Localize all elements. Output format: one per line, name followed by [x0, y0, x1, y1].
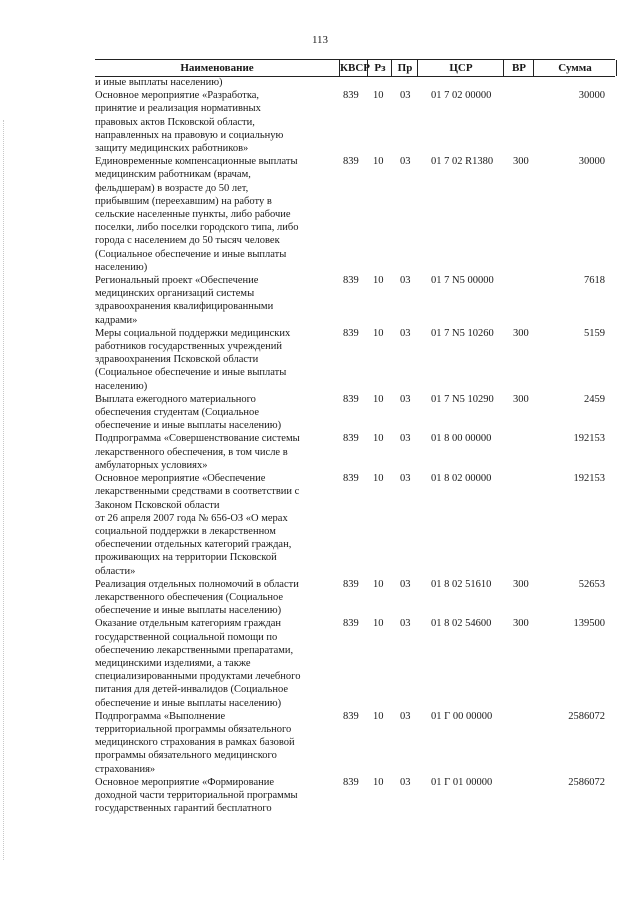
table-row — [95, 617, 615, 709]
row-rz: 10 — [373, 578, 384, 590]
row-pr: 03 — [400, 156, 411, 168]
row-name: Региональный проект «Обеспечение медицинских организаций системы здравоохранения квалифицированными кадрами» — [95, 275, 274, 326]
row-kvsr: 839 — [343, 710, 359, 722]
row-sum: 2586072 — [568, 776, 605, 788]
row-pr: 03 — [400, 90, 411, 102]
table-row — [95, 432, 615, 472]
table-row — [95, 710, 615, 776]
row-sum: 7618 — [584, 275, 605, 287]
row-rz: 10 — [373, 473, 384, 485]
row-rz: 10 — [373, 393, 384, 405]
row-sum: 5159 — [584, 327, 605, 339]
row-rz: 10 — [373, 433, 384, 445]
header-sum: Сумма — [533, 60, 617, 76]
row-name: Основное мероприятие «Обеспечение лекарственными средствами в соответствии с Законом Псковской области от 26 апреля 2007 года № 656-ОЗ «О мерах социальной поддержки в лекарственном обеспечении отдельных категорий граждан, проживающих на территории Псковской области» — [95, 473, 300, 577]
row-pr: 03 — [400, 618, 411, 630]
row-name: Выплата ежегодного материального обеспечения студентам (Социальное обеспечение и иные выплаты населению) — [95, 393, 282, 432]
table-row — [95, 89, 615, 155]
row-sum: 2459 — [584, 393, 605, 405]
table-row — [95, 776, 615, 816]
row-rz: 10 — [373, 275, 384, 287]
row-vr: 300 — [513, 327, 529, 339]
row-pr: 03 — [400, 275, 411, 287]
row-csr: 01 7 02 00000 — [431, 90, 492, 102]
header-vr: ВР — [503, 60, 534, 76]
row-sum: 139500 — [573, 618, 605, 630]
row-name: Единовременные компенсационные выплаты медицинским работникам (врачам, фельдшерам) в возрасте до 50 лет, прибывшим (переехавшим) на работу в сельские населенные пункты, либо рабочие поселки, либо поселки городского типа, либо города с населением до 50 тысяч человек (Социальное обеспечение и иные выплаты населению) — [95, 156, 299, 273]
row-kvsr: 839 — [343, 393, 359, 405]
table-row — [95, 578, 615, 618]
table-row — [95, 76, 615, 89]
table-body — [95, 76, 615, 815]
row-pr: 03 — [400, 433, 411, 445]
row-pr: 03 — [400, 393, 411, 405]
row-pr: 03 — [400, 776, 411, 788]
row-pr: 03 — [400, 473, 411, 485]
row-csr: 01 8 02 00000 — [431, 473, 492, 485]
row-rz: 10 — [373, 156, 384, 168]
row-pr: 03 — [400, 710, 411, 722]
row-csr: 01 8 02 54600 — [431, 618, 492, 630]
header-rz: Рз — [367, 60, 392, 76]
row-csr: 01 8 00 00000 — [431, 433, 492, 445]
row-name: и иные выплаты населению) — [95, 77, 223, 88]
row-kvsr: 839 — [343, 90, 359, 102]
row-kvsr: 839 — [343, 433, 359, 445]
table-row — [95, 155, 615, 274]
row-kvsr: 839 — [343, 156, 359, 168]
row-vr: 300 — [513, 578, 529, 590]
row-sum: 30000 — [578, 156, 605, 168]
row-name: Подпрограмма «Совершенствование системы лекарственного обеспечения, в том числе в амбулаторных условиях» — [95, 433, 300, 471]
table-header — [95, 59, 615, 77]
row-sum: 2586072 — [568, 710, 605, 722]
row-pr: 03 — [400, 578, 411, 590]
row-rz: 10 — [373, 90, 384, 102]
header-name: Наименование — [180, 62, 254, 74]
scan-edge-artifact — [3, 120, 5, 860]
row-kvsr: 839 — [343, 578, 359, 590]
row-csr: 01 Г 00 00000 — [431, 710, 493, 722]
table-row — [95, 274, 615, 327]
row-csr: 01 Г 01 00000 — [431, 776, 493, 788]
row-name: Основное мероприятие «Разработка, принятие и реализация нормативных правовых актов Псковской области, направленных на правовую и социальную защиту медицинских работников» — [95, 90, 284, 155]
row-pr: 03 — [400, 327, 411, 339]
row-name: Реализация отдельных полномочий в области лекарственного обеспечения (Социальное обеспечение и иные выплаты населению) — [95, 578, 299, 617]
page-number: 113 — [311, 34, 329, 46]
header-pr: Пр — [391, 60, 418, 76]
row-name: Подпрограмма «Выполнение территориальной программы обязательного медицинского страхования в рамках базовой программы обязательного медицинского страхования» — [95, 710, 295, 775]
row-name: Меры социальной поддержки медицинских работников государственных учреждений здравоохранения Псковской области (Социальное обеспечение и иные выплаты населению) — [95, 327, 291, 392]
row-sum: 192153 — [573, 473, 605, 485]
row-sum: 30000 — [578, 90, 605, 102]
row-kvsr: 839 — [343, 618, 359, 630]
row-kvsr: 839 — [343, 776, 359, 788]
row-sum: 52653 — [578, 578, 605, 590]
row-vr: 300 — [513, 393, 529, 405]
table-row — [95, 472, 615, 578]
row-rz: 10 — [373, 618, 384, 630]
row-csr: 01 7 02 R1380 — [431, 156, 494, 168]
row-name: Основное мероприятие «Формирование доходной части территориальной программы государственных гарантий бесплатного — [95, 776, 298, 815]
header-csr: ЦСР — [417, 60, 504, 76]
row-vr: 300 — [513, 156, 529, 168]
row-kvsr: 839 — [343, 473, 359, 485]
row-csr: 01 7 N5 10290 — [431, 393, 494, 405]
table-row — [95, 393, 615, 433]
row-csr: 01 8 02 51610 — [431, 578, 492, 590]
header-kvsr: КВСР — [340, 62, 370, 74]
row-rz: 10 — [373, 776, 384, 788]
row-csr: 01 7 N5 10260 — [431, 327, 494, 339]
row-csr: 01 7 N5 00000 — [431, 275, 494, 287]
row-rz: 10 — [373, 327, 384, 339]
row-vr: 300 — [513, 618, 529, 630]
row-rz: 10 — [373, 710, 384, 722]
row-kvsr: 839 — [343, 327, 359, 339]
row-kvsr: 839 — [343, 275, 359, 287]
table-row — [95, 327, 615, 393]
row-name: Оказание отдельным категориям граждан государственной социальной помощи по обеспечению лекарственными препаратами, медицинскими изделиями, а также специализированными продуктами лечебного питания для детей-инвалидов (Социальное обеспечение и иные выплаты населению) — [95, 618, 301, 709]
row-sum: 192153 — [573, 433, 605, 445]
